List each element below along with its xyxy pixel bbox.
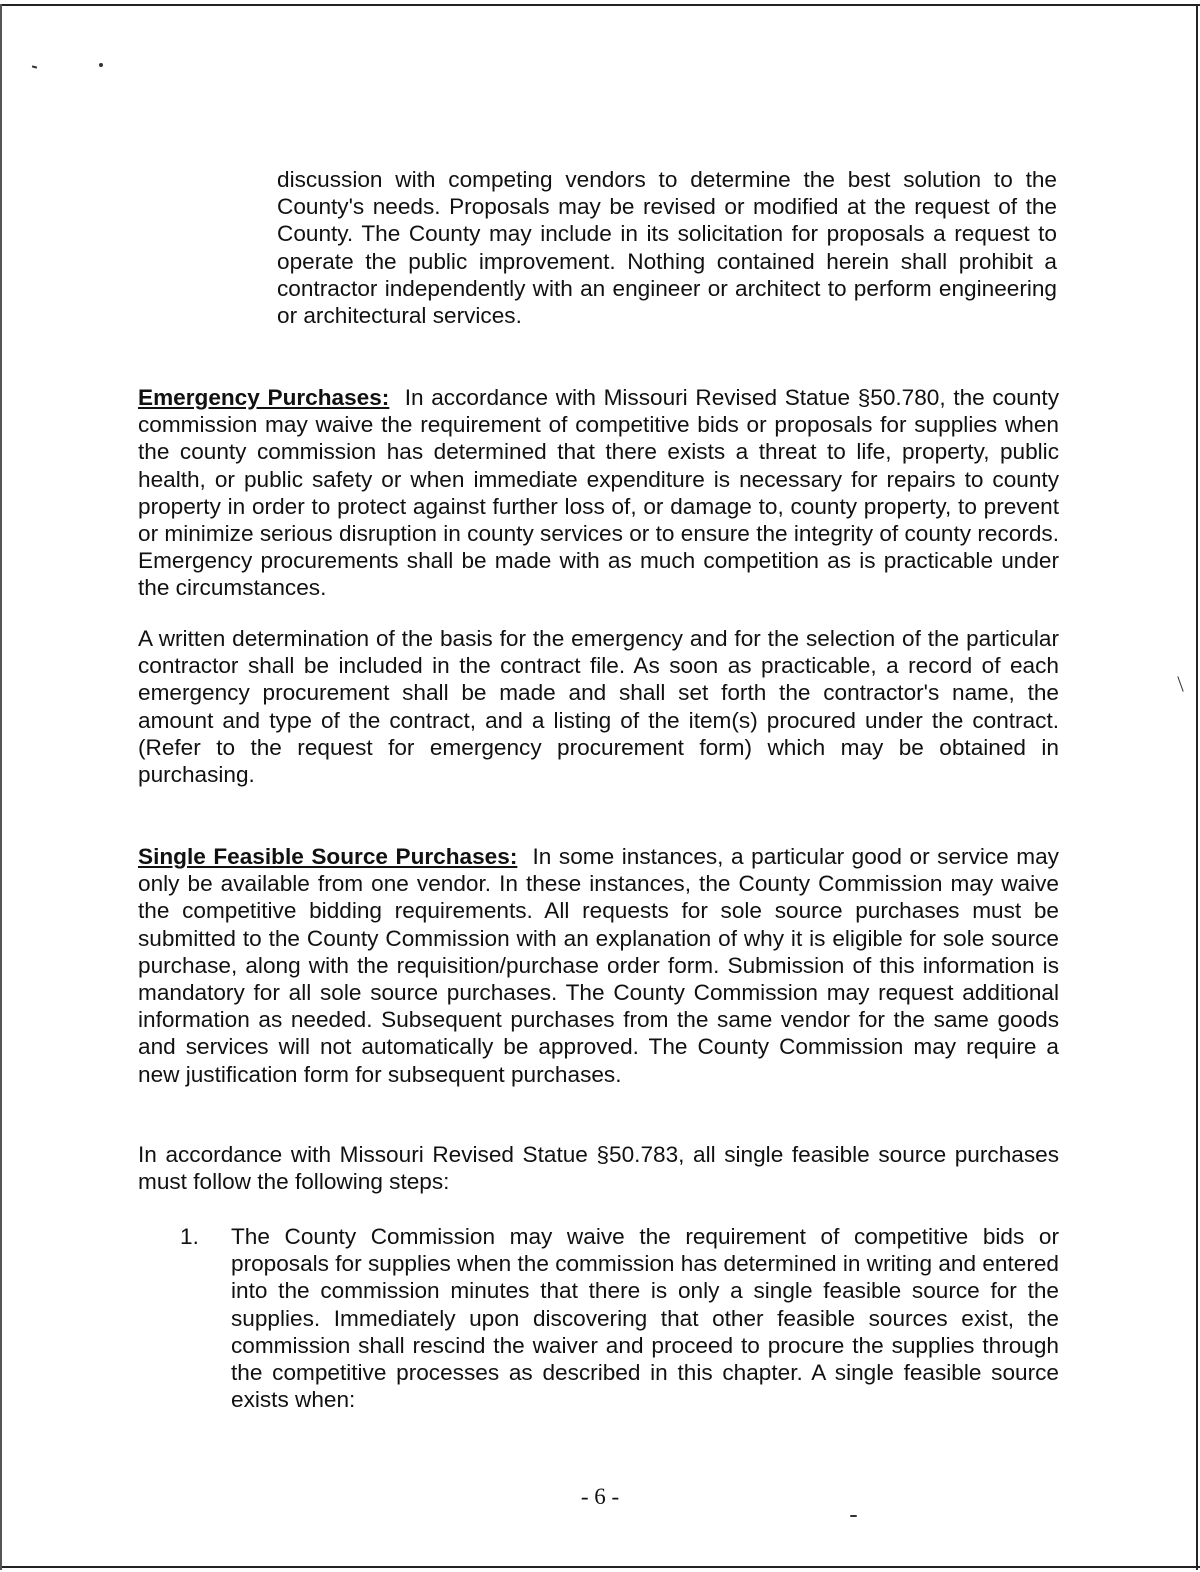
page-border-right bbox=[1196, 4, 1198, 1570]
list-item-text: The County Commission may waive the requirement of competitive bids or proposals for supplies when the commission has determined in writing and entered into the commission minutes that there is only a single feasible source for the supplies. Immediately upon discovering that other feasible sources exist, the commission shall rescind the waiver and proceed to procure the supplies through the competitive processes as described in this chapter. A single feasible source exists when: bbox=[231, 1224, 1059, 1413]
page-border-bottom bbox=[0, 1566, 1200, 1568]
list-item bbox=[138, 1223, 1059, 1413]
single-source-text: In some instances, a particular good or service may only be available from one vendor. In these instances, the County Commission may waive the competitive bidding requirements. All requests for sole source purchases must be submitted to the County Commission with an explanation of why it is eligible for sole source purchase, along with the requisition/purchase order form. Submission of this information is mandatory for all sole source purchases. The County Commission may request additional information as needed. Subsequent purchases from the same vendor for the same goods and services will not automatically be approved. The County Commission may require a new justification form for subsequent purchases. bbox=[138, 844, 1059, 1087]
page-number: - 6 - bbox=[580, 1484, 620, 1509]
emergency-determination-paragraph: A written determination of the basis for the emergency and for the selection of the particular contractor shall be included in the contract file. As soon as practicable, a record of each emergency procurement shall be made and shall set forth the contractor's name, the amount and type of the contract, and a listing of the item(s) procured under the contract. (Refer to the request for emergency procurement form) which may be obtained in purchasing. bbox=[138, 626, 1059, 788]
page-border-left bbox=[0, 4, 2, 1570]
intro-paragraph: discussion with competing vendors to determine the best solution to the County's needs. Proposals may be revised or modified at the request of the County. The County may include in its solicitation for proposals a request to operate the public improvement. Nothing contained herein shall prohibit a contractor independently with an engineer or architect to perform engineering or architectural services. bbox=[277, 167, 1057, 329]
scan-speck bbox=[99, 63, 103, 67]
page-border-top bbox=[0, 4, 1200, 6]
list-item-number: 1. bbox=[180, 1224, 199, 1249]
scan-speck bbox=[850, 1515, 857, 1517]
single-source-paragraph bbox=[138, 843, 1059, 1088]
scan-speck bbox=[32, 65, 37, 68]
emergency-purchases-heading: Emergency Purchases: bbox=[138, 385, 390, 410]
scan-speck bbox=[1177, 676, 1183, 691]
emergency-purchases-paragraph bbox=[138, 384, 1059, 602]
single-source-heading: Single Feasible Source Purchases: bbox=[138, 844, 518, 869]
emergency-purchases-text: In accordance with Missouri Revised Statue §50.780, the county commission may waive the requirement of competitive bids or proposals for supplies when the county commission has determined that there exists a threat to life, property, public health, or public safety or when immediate expenditure is necessary for repairs to county property in order to protect against further loss of, or damage to, county property, to prevent or minimize serious disruption in county services or to ensure the integrity of county records. Emergency procurements shall be made with as much competition as is practicable under the circumstances. bbox=[138, 385, 1059, 601]
statute-paragraph: In accordance with Missouri Revised Statue §50.783, all single feasible source purchases must follow the following steps: bbox=[138, 1142, 1059, 1195]
